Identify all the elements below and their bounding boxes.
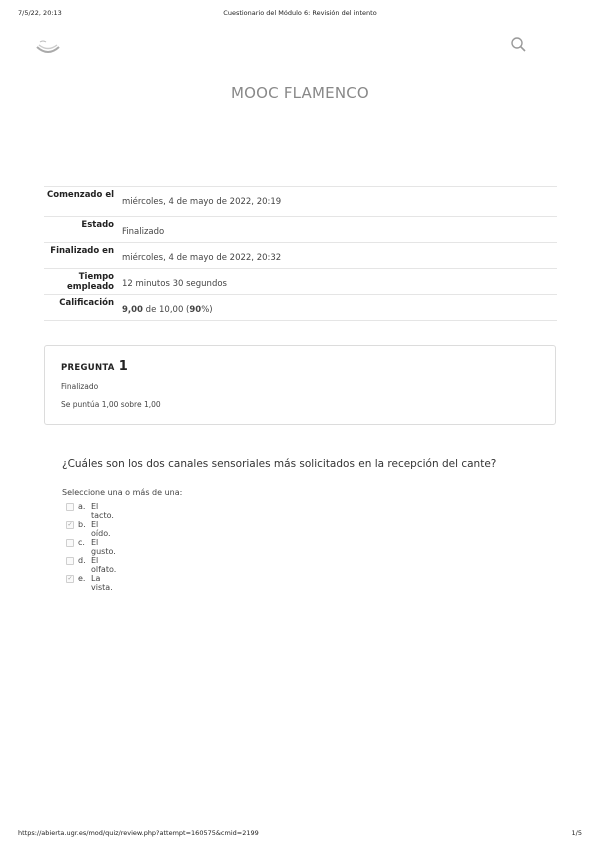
checkbox-a[interactable] <box>66 503 74 511</box>
answer-label: El tacto. <box>91 502 114 520</box>
grade-label: Calificación <box>59 298 114 308</box>
answer-letter: a. <box>78 502 86 511</box>
print-doc-title: Cuestionario del Módulo 6: Revisión del intento <box>223 9 377 17</box>
attempt-summary-table <box>44 186 557 321</box>
question-number-value: 1 <box>118 359 129 374</box>
answer-letter: e. <box>78 574 86 583</box>
started-label: Comenzado el <box>47 190 114 200</box>
answer-letter: c. <box>78 538 85 547</box>
question-label: PREGUNTA <box>61 363 115 373</box>
site-title: MOOC FLAMENCO <box>231 84 369 102</box>
answer-prompt: Seleccione una o más de una: <box>62 488 183 497</box>
checkbox-e[interactable]: ✓ <box>67 575 73 582</box>
grade-score: 9,00 <box>122 305 143 315</box>
print-url: https://abierta.ugr.es/mod/quiz/review.php?attempt=160575&cmid=2199 <box>18 829 259 837</box>
answer-label: El gusto. <box>91 538 116 556</box>
finished-value: miércoles, 4 de mayo de 2022, 20:32 <box>122 253 282 263</box>
state-label: Estado <box>81 220 114 230</box>
search-icon[interactable] <box>510 36 527 53</box>
grade-value <box>118 295 557 321</box>
grade-percent: 90 <box>189 305 202 315</box>
logo-icon[interactable] <box>34 38 62 56</box>
answer-letter: d. <box>78 556 86 565</box>
grade-close: %) <box>201 305 213 315</box>
grade-of: de 10,00 ( <box>142 305 190 315</box>
question-grade: Se puntúa 1,00 sobre 1,00 <box>61 400 161 409</box>
checkbox-b[interactable]: ✓ <box>67 521 73 528</box>
finished-label: Finalizado en <box>50 246 114 256</box>
checkbox-c[interactable] <box>66 539 74 547</box>
time-value: 12 minutos 30 segundos <box>122 279 227 289</box>
question-info-box <box>44 345 556 425</box>
summary-row-state <box>44 217 557 243</box>
summary-row-started <box>44 187 557 217</box>
answer-letter: b. <box>78 520 86 529</box>
answer-label: El olfato. <box>91 556 117 574</box>
print-page-number: 1/5 <box>571 829 582 837</box>
question-text: ¿Cuáles son los dos canales sensoriales más solicitados en la recepción del cante? <box>62 458 497 470</box>
answer-label: La vista. <box>91 574 113 592</box>
summary-row-time <box>44 269 557 295</box>
time-label: Tiempo empleado <box>66 272 114 292</box>
question-state: Finalizado <box>61 382 99 391</box>
state-value: Finalizado <box>122 227 165 237</box>
summary-row-grade <box>44 295 557 321</box>
checkbox-d[interactable] <box>66 557 74 565</box>
summary-row-finished <box>44 243 557 269</box>
print-datetime: 7/5/22, 20:13 <box>18 9 62 17</box>
answer-label: El oído. <box>91 520 111 538</box>
question-number <box>61 359 539 374</box>
started-value: miércoles, 4 de mayo de 2022, 20:19 <box>122 197 282 207</box>
